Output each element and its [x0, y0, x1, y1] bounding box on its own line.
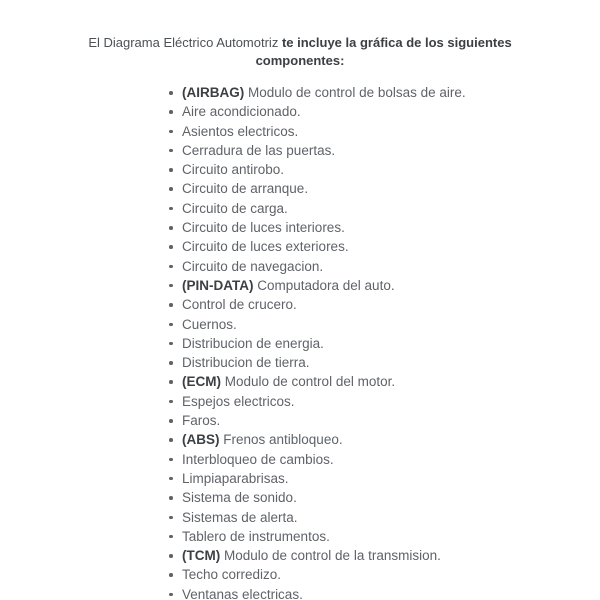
page-title [65, 34, 535, 70]
list-item [182, 199, 600, 218]
list-item [182, 102, 600, 121]
component-label: Frenos antibloqueo. [223, 432, 343, 448]
component-label: Interbloqueo de cambios. [182, 451, 334, 467]
list-item [182, 488, 600, 507]
component-label: Espejos electricos. [182, 393, 295, 409]
list-item [182, 392, 600, 411]
list-item [182, 585, 600, 600]
list-item [182, 469, 600, 488]
list-item [182, 315, 600, 334]
list-item [182, 83, 600, 102]
component-label: Tablero de instrumentos. [182, 528, 330, 544]
component-label: Circuito de luces exteriores. [182, 239, 349, 255]
component-code: (ABS) [182, 432, 224, 448]
list-item [182, 508, 600, 527]
list-item [182, 527, 600, 546]
list-item [182, 372, 600, 391]
component-label: Distribucion de tierra. [182, 355, 310, 371]
component-label: Techo corredizo. [182, 567, 282, 583]
component-label: Circuito de luces interiores. [182, 220, 345, 236]
component-label: Circuito de arranque. [182, 181, 309, 197]
component-code: (AIRBAG) [182, 85, 248, 100]
list-item [182, 276, 600, 295]
list-item [182, 160, 600, 179]
document-page [0, 34, 600, 600]
list-item [182, 411, 600, 430]
list-item [182, 179, 600, 198]
list-item [182, 122, 600, 141]
list-item [182, 334, 600, 353]
component-label: Control de crucero. [182, 297, 297, 313]
component-label: Circuito de carga. [182, 200, 288, 216]
list-item [182, 218, 600, 237]
component-label: Aire acondicionado. [182, 104, 301, 120]
list-item [182, 565, 600, 584]
component-label: Computadora del auto. [257, 277, 395, 293]
component-code: (PIN-DATA) [182, 277, 258, 293]
component-label: Asientos electricos. [182, 123, 299, 139]
list-item [182, 257, 600, 276]
page-title-regular: El Diagrama Eléctrico Automotriz [88, 35, 282, 50]
list-item [182, 430, 600, 449]
component-label: Cuernos. [182, 316, 237, 332]
component-label: Modulo de control de la transmision. [223, 548, 441, 564]
component-label: Sistema de sonido. [182, 490, 297, 506]
component-list [182, 83, 600, 600]
component-label: Circuito de navegacion. [182, 258, 324, 274]
component-code: (TCM) [182, 548, 224, 564]
component-label: Cerradura de las puertas. [182, 142, 336, 158]
list-item [182, 295, 600, 314]
list-item [182, 237, 600, 256]
component-label: Limpiaparabrisas. [182, 470, 289, 486]
list-item [182, 546, 600, 565]
list-item [182, 450, 600, 469]
component-label: Modulo de control de bolsas de aire. [248, 85, 466, 100]
component-label: Ventanas electricas. [182, 586, 303, 600]
list-item [182, 353, 600, 372]
page-title-bold: te incluye la gráfica de los siguientes componentes: [255, 35, 512, 68]
component-label: Modulo de control del motor. [224, 374, 396, 390]
component-label: Faros. [182, 413, 221, 429]
component-label: Distribucion de energia. [182, 335, 324, 351]
component-label: Sistemas de alerta. [182, 509, 298, 525]
list-item [182, 141, 600, 160]
component-code: (ECM) [182, 374, 225, 390]
component-label: Circuito antirobo. [182, 162, 285, 178]
